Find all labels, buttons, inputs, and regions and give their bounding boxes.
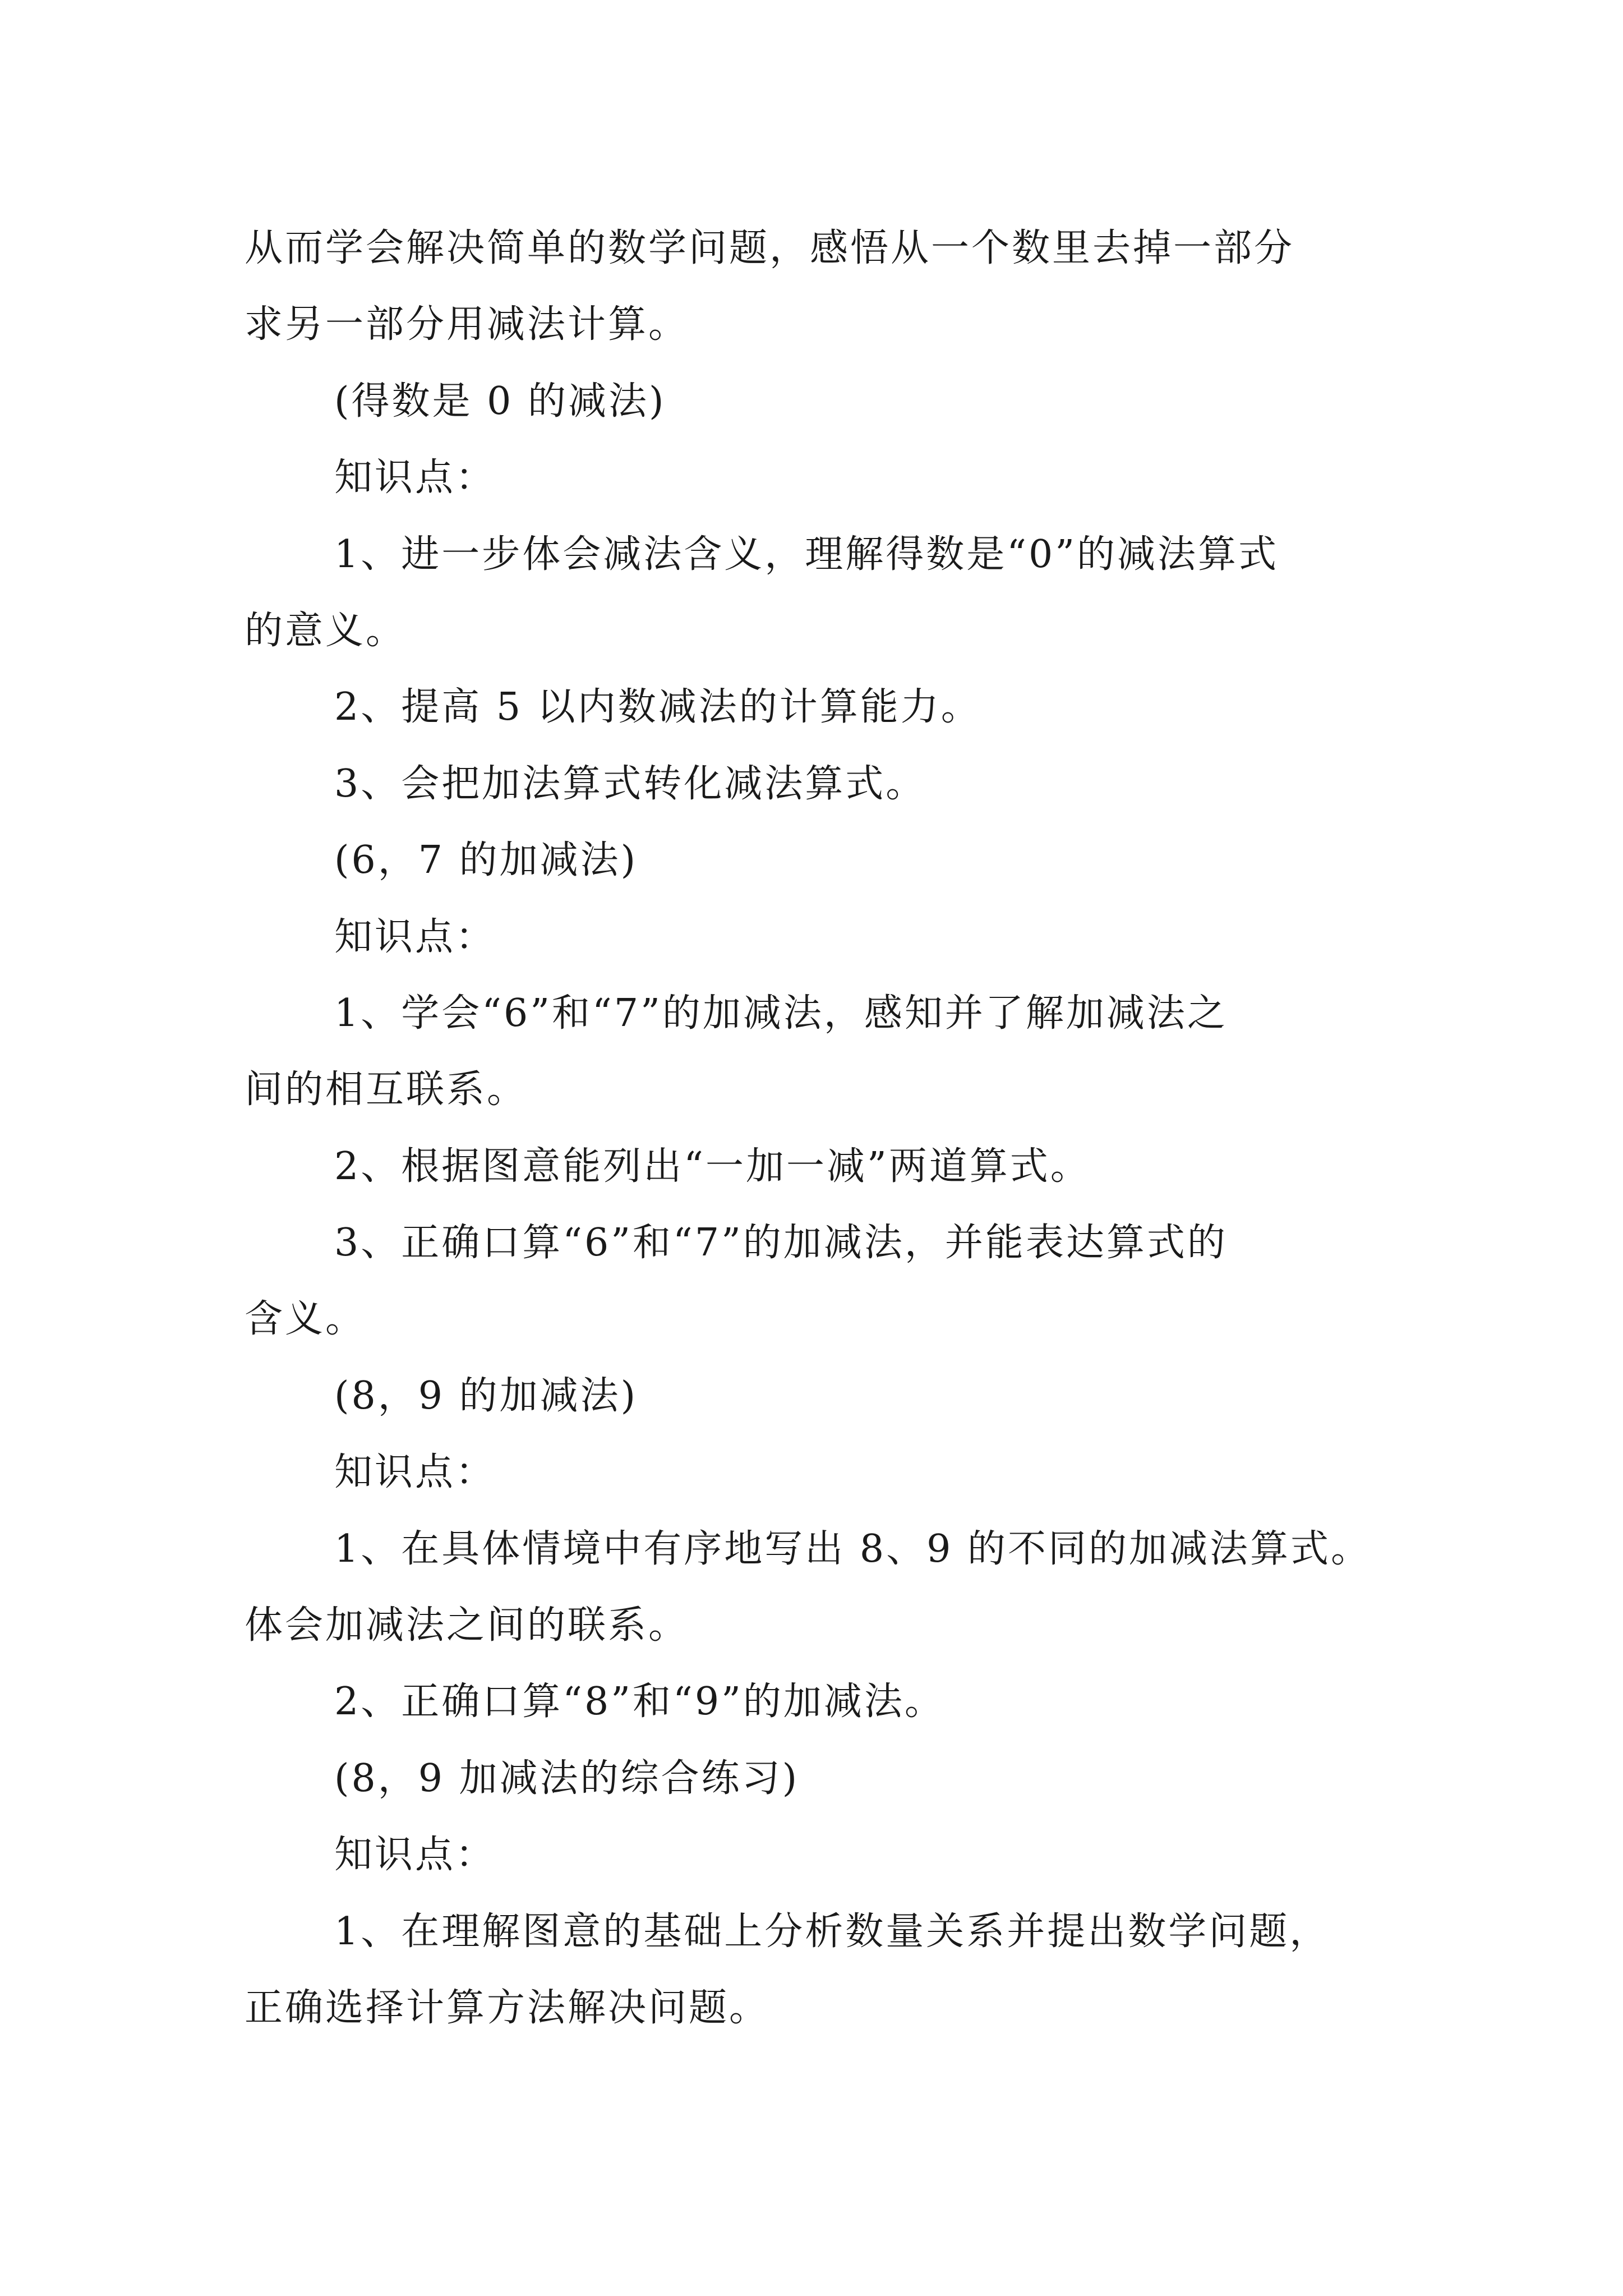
list-item: 2、正确口算“8”和“9”的加减法。 [334, 1680, 945, 1724]
section-heading: (得数是 0 的减法) [334, 379, 666, 424]
body-line: 正确选择计算方法解决问题。 [245, 1985, 770, 2030]
list-item: 1、在具体情境中有序地写出 8、9 的不同的加减法算式。 [334, 1526, 1372, 1571]
list-item: 3、正确口算“6”和“7”的加减法，并能表达算式的 [334, 1221, 1228, 1266]
list-item: 1、在理解图意的基础上分析数量关系并提出数学问题， [334, 1909, 1330, 1954]
list-item: 3、会把加法算式转化减法算式。 [334, 761, 926, 806]
body-line: 的意义。 [245, 608, 407, 653]
section-heading: (8，9 的加减法) [334, 1373, 638, 1418]
body-line: 体会加减法之间的联系。 [245, 1603, 689, 1648]
knowledge-point-label: 知识点： [334, 1450, 496, 1495]
list-item: 1、学会“6”和“7”的加减法，感知并了解加减法之 [334, 991, 1228, 1036]
body-line: 含义。 [245, 1297, 366, 1342]
section-heading: (8，9 加减法的综合练习) [334, 1756, 800, 1801]
list-item: 1、进一步体会减法含义，理解得数是“0”的减法算式 [334, 532, 1279, 577]
knowledge-point-label: 知识点： [334, 914, 496, 959]
body-line: 从而学会解决简单的数学问题，感悟从一个数里去掉一部分 [245, 226, 1295, 270]
body-line: 间的相互联系。 [245, 1068, 528, 1112]
list-item: 2、提高 5 以内数减法的计算能力。 [334, 685, 981, 730]
list-item: 2、根据图意能列出“一加一减”两道算式。 [334, 1144, 1091, 1189]
knowledge-point-label: 知识点： [334, 1833, 496, 1878]
body-line: 求另一部分用减法计算。 [245, 302, 689, 347]
section-heading: (6，7 的加减法) [334, 838, 638, 883]
knowledge-point-label: 知识点： [334, 455, 496, 500]
document-body [245, 210, 1389, 2046]
